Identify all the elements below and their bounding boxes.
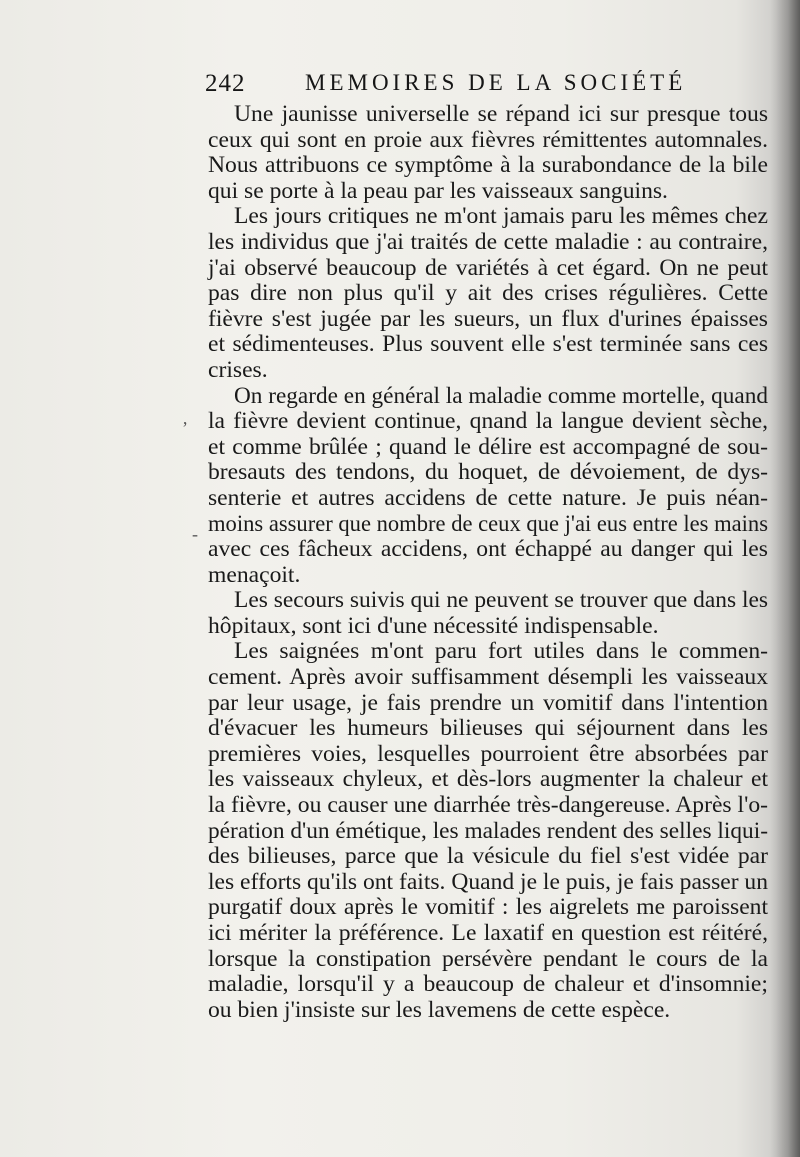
page-header — [205, 70, 765, 104]
text-line: pération d'un émétique, les malades rendent des selles liqui- — [208, 817, 768, 844]
text-line: lorsque la constipation persévère pendant le cours de la — [208, 945, 768, 972]
page-edge-shadow — [770, 0, 800, 1157]
text-line: des bilieuses, parce que la vésicule du fiel s'est vidée par — [208, 843, 768, 870]
text-line: qui se porte à la peau par les vaisseaux sanguins. — [208, 177, 668, 204]
text-line: purgatif doux après le vomitif : les aigrelets me paroissent — [208, 894, 769, 921]
margin-mark: ʼ — [182, 418, 188, 438]
text-line: Les secours suivis qui ne peuvent se trouver que dans les — [234, 587, 769, 614]
text-line: ou bien j'insiste sur les lavemens de cette espèce. — [208, 996, 671, 1023]
margin-mark: - — [192, 524, 198, 544]
text-line: et sédimenteuses. Plus souvent elle s'est terminée sans ces — [208, 331, 768, 358]
paragraph — [208, 204, 768, 383]
text-line: hôpitaux, sont ici d'une nécessité indispensable. — [208, 612, 659, 639]
text-line: pas dire non plus qu'il y ait des crises régulières. Cette — [208, 280, 769, 307]
text-line: ceux qui sont en proie aux fièvres rémittentes automnales. — [208, 126, 768, 153]
text-line: les efforts qu'ils ont faits. Quand je le puis, je fais passer un — [208, 868, 768, 895]
text-line: la fièvre, ou causer une diarrhée très-dangereuse. Après l'o- — [208, 792, 768, 819]
text-line: les individus que j'ai traités de cette maladie : au contraire, — [208, 228, 768, 255]
text-line: Les jours critiques ne m'ont jamais paru les mêmes chez — [234, 203, 768, 230]
text-line: bresauts des tendons, du hoquet, de dévoiement, de dys- — [208, 459, 769, 486]
text-line: les vaisseaux chyleux, et dès-lors augmenter la chaleur et — [208, 766, 768, 793]
paragraph — [208, 588, 768, 639]
text-line: maladie, lorsqu'il y a beaucoup de chaleur et d'insomnie; — [208, 971, 768, 998]
text-line: la fièvre devient continue, qnand la langue devient sèche, — [208, 408, 769, 435]
text-line: et comme brûlée ; quand le délire est accompagné de sou- — [208, 433, 768, 460]
text-line: par leur usage, je fais prendre un vomitif dans l'intention — [208, 689, 769, 716]
body-text — [208, 102, 768, 1023]
text-line: fièvre s'est jugée par les sueurs, un flux d'urines épaisses — [208, 305, 768, 332]
text-line: crises. — [208, 356, 268, 383]
text-line: Nous attribuons ce symptôme à la surabondance de la bile — [208, 152, 769, 179]
text-line: avec ces fâcheux accidens, ont échappé au danger qui les — [208, 536, 768, 563]
running-title: MEMOIRES DE LA SOCIÉTÉ — [305, 70, 687, 95]
text-line: Les saignées m'ont paru fort utiles dans le commen- — [234, 638, 769, 665]
text-line: menaçoit. — [208, 561, 301, 588]
text-line: Une jaunisse universelle se répand ici sur presque tous — [234, 101, 769, 127]
paragraph — [208, 639, 768, 1023]
text-line: j'ai observé beaucoup de variétés à cet égard. On ne peut — [208, 254, 769, 281]
text-line: cement. Après avoir suffisamment désempli les vaisseaux — [208, 664, 769, 691]
text-line: ici mériter la préférence. Le laxatif en question est réitéré, — [208, 920, 769, 946]
text-line: d'évacuer les humeurs bilieuses qui séjournent dans les — [208, 715, 769, 742]
text-line: moins assurer que nombre de ceux que j'ai eus entre les mains — [208, 510, 768, 537]
text-line: premières voies, lesquelles pourroient être absorbées par — [208, 740, 768, 767]
paragraph — [208, 102, 768, 204]
paragraph — [208, 384, 768, 589]
text-line: senterie et autres accidens de cette nature. Je puis néan- — [208, 484, 768, 511]
text-line: On regarde en général la maladie comme mortelle, quand — [234, 382, 769, 409]
page-number: 242 — [205, 70, 246, 97]
